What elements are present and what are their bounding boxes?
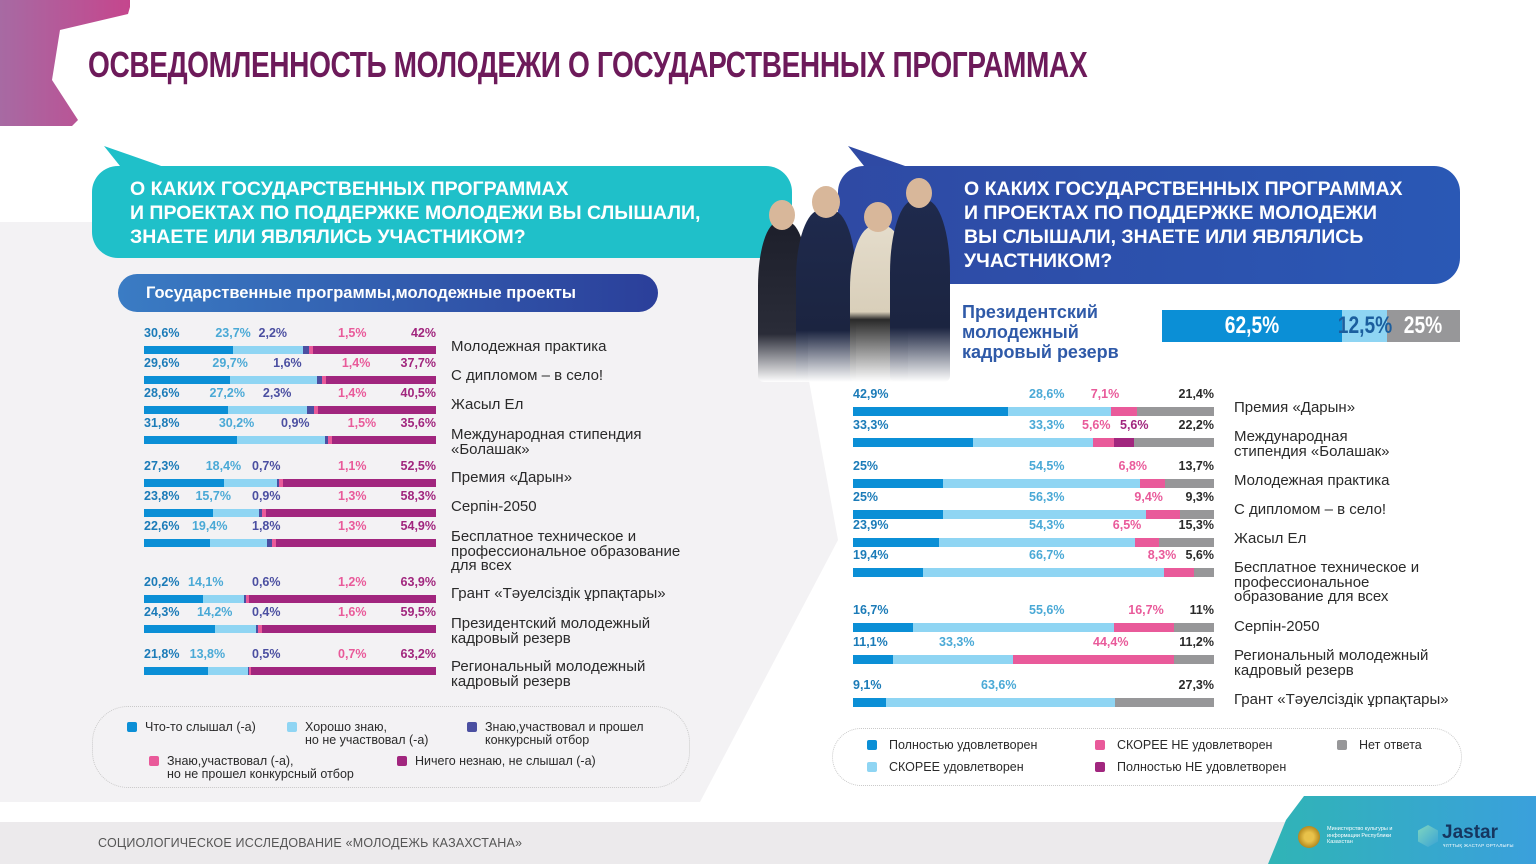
left-question-line: И ПРОЕКТАХ ПО ПОДДЕРЖКЕ МОЛОДЕЖИ ВЫ СЛЫШАЛИ, [130, 202, 701, 224]
legend-item: Полностью удовлетворен [867, 739, 1037, 752]
legend-swatch-participated-passed [467, 722, 477, 732]
category-label: Бесплатное техническое и профессиональное образование для всех [451, 528, 681, 574]
value-label: 1,8% [252, 519, 281, 533]
value-label: 27,2% [209, 386, 245, 400]
bar-segment [853, 655, 893, 664]
kazakhstan-emblem-icon [1298, 826, 1320, 848]
chart-row [144, 386, 436, 402]
value-label: 56,3% [1029, 490, 1065, 504]
value-label: 1,5% [347, 416, 377, 430]
value-label: 52,5% [400, 459, 436, 473]
legend-item: Знаю,участвовал и прошел конкурсный отбор [467, 721, 644, 747]
bar-segment [213, 509, 259, 517]
category-label: Международная стипендия «Болашак» [1234, 428, 1390, 460]
bar-segment [318, 406, 436, 414]
value-label: 35,6% [400, 416, 436, 430]
category-label: Серпін-2050 [1234, 618, 1320, 635]
chart-row [144, 326, 436, 342]
value-label: 25% [853, 459, 879, 473]
chart-row [144, 459, 436, 475]
category-label: Бесплатное техническое и профессиональное образование для всех [1234, 559, 1420, 605]
legend-item: Что-то слышал (-а) [127, 721, 256, 734]
person-figure [890, 200, 950, 382]
group-photo [752, 170, 952, 380]
chart-row [144, 519, 436, 535]
value-label: 30,2% [218, 416, 255, 430]
value-label: 55,6% [1029, 603, 1065, 617]
bar-segment [939, 538, 1135, 547]
category-label: Премия «Дарын» [1234, 399, 1356, 416]
chart-row [144, 647, 436, 663]
legend-swatch-know-well [287, 722, 297, 732]
chart-row [853, 678, 1214, 694]
value-label: 29,7% [212, 356, 248, 370]
value-label: 14,2% [196, 605, 233, 619]
jastar-logo: Jastar [1442, 822, 1498, 843]
value-label: 0,9% [281, 416, 310, 430]
chart-row [144, 575, 436, 591]
right-question-line: УЧАСТНИКОМ? [964, 250, 1113, 272]
right-question-text [964, 177, 1454, 273]
bar-segment [1135, 538, 1158, 547]
category-label: Молодежная практика [1234, 472, 1390, 489]
chart-row [853, 548, 1214, 564]
right-legend [832, 728, 1462, 786]
value-label: 11% [1189, 603, 1214, 617]
value-label: 6,5% [1112, 518, 1142, 532]
legend-swatch-know-nothing [397, 756, 407, 766]
bar-segment [913, 623, 1114, 632]
value-label: 5,6% [1185, 548, 1214, 562]
jastar-subtitle: ҰЛТТЫҚ ЖАСТАР ОРТАЛЫҒЫ [1443, 843, 1514, 848]
value-label: 5,6% [1082, 418, 1111, 432]
value-label: 22,2% [1178, 418, 1214, 432]
bar-segment [1137, 407, 1214, 416]
left-question-line: О КАКИХ ГОСУДАРСТВЕННЫХ ПРОГРАММАХ [130, 178, 569, 200]
right-question-line: О КАКИХ ГОСУДАРСТВЕННЫХ ПРОГРАММАХ [964, 178, 1403, 200]
person-figure [796, 210, 856, 382]
value-label: 21,8% [144, 647, 180, 661]
bar-segment [1164, 568, 1194, 577]
bar-segment [230, 376, 317, 384]
legend-item: СКОРЕЕ НЕ удовлетворен [1095, 739, 1272, 752]
ministry-name: Министерство культуры и информации Республики Казахстан [1327, 826, 1393, 845]
bar-segment [1194, 568, 1214, 577]
legend-swatch-fully-not-satisfied [1095, 762, 1105, 772]
bar-segment [1114, 438, 1134, 447]
value-label: 13,8% [189, 647, 226, 661]
bar-segment [215, 625, 256, 633]
value-label: 16,7% [853, 603, 889, 617]
value-label: 2,3% [262, 386, 292, 400]
value-label: 13,7% [1178, 459, 1214, 473]
value-label: 1,4% [341, 356, 371, 370]
value-label: 30,6% [144, 326, 180, 340]
value-label: 15,3% [1178, 518, 1214, 532]
value-label: 0,7% [252, 459, 281, 473]
value-label: 54,9% [400, 519, 436, 533]
value-label: 44,4% [1093, 635, 1129, 649]
legend-swatch-rather-not-satisfied [1095, 740, 1105, 750]
category-label: Жасыл Ел [451, 396, 524, 413]
bar-segment [144, 376, 230, 384]
bar-segment [224, 479, 278, 487]
value-label: 15,7% [195, 489, 231, 503]
value-label: 28,6% [144, 386, 180, 400]
value-label: 7,1% [1090, 387, 1120, 401]
value-label: 11,1% [853, 635, 888, 649]
legend-item: Полностью НЕ удовлетворен [1095, 761, 1286, 774]
value-label: 14,1% [188, 575, 224, 589]
presidential-reserve-label: Президентский молодежный кадровый резерв [962, 302, 1119, 362]
category-label: Региональный молодежный кадровый резерв [1234, 647, 1429, 679]
bar-segment [203, 595, 244, 603]
value-label: 1,3% [338, 519, 367, 533]
value-label: 25% [853, 490, 879, 504]
value-label: 21,4% [1178, 387, 1214, 401]
legend-item: СКОРЕЕ удовлетворен [867, 761, 1024, 774]
bar-segment [853, 568, 923, 577]
value-label: 1,6% [338, 605, 367, 619]
chart-row [853, 490, 1214, 506]
bar-segment [251, 667, 436, 675]
bar-segment [208, 667, 248, 675]
value-label: 33,3% [1029, 418, 1065, 432]
section-title-pill: Государственные программы,молодежные проекты [118, 274, 658, 312]
bar-segment [144, 509, 213, 517]
value-label: 0,6% [252, 575, 281, 589]
bar-segment [853, 698, 886, 707]
chart-row [853, 518, 1214, 534]
value-label: 2,2% [258, 326, 288, 340]
bar-segment [237, 436, 325, 444]
bar-segment [853, 438, 973, 447]
legend-swatch-fully-satisfied [867, 740, 877, 750]
category-label: Грант «Тәуелсіздік ұрпақтары» [451, 585, 666, 602]
bar-segment [313, 346, 436, 354]
category-label: Международная стипендия «Болашак» [451, 426, 642, 458]
value-label: 27,3% [1178, 678, 1214, 692]
bar-segment [1134, 438, 1214, 447]
bar-segment [144, 667, 208, 675]
value-label: 19,4% [853, 548, 889, 562]
chart-row [144, 489, 436, 505]
bar-segment [943, 479, 1140, 488]
value-label: 20,2% [144, 575, 180, 589]
bar-segment [332, 436, 436, 444]
bar-segment [1159, 538, 1214, 547]
bar-segment [307, 406, 314, 414]
value-label: 9,4% [1134, 490, 1163, 504]
value-label: 0,5% [252, 647, 281, 661]
bar-segment [266, 509, 436, 517]
value-label: 29,6% [144, 356, 180, 370]
value-label: 0,7% [338, 647, 367, 661]
value-label: 63,6% [981, 678, 1017, 692]
value-label: 54,3% [1029, 518, 1065, 532]
value-label: 1,4% [338, 386, 367, 400]
value-label: 37,7% [400, 356, 436, 370]
value-label: 1,2% [338, 575, 367, 589]
chart-row [853, 603, 1214, 619]
legend-swatch-participated-failed [149, 756, 159, 766]
bar-segment [1114, 623, 1174, 632]
bar-segment-rather-satisfied: 12,5% [1342, 310, 1387, 342]
value-label: 28,6% [1029, 387, 1065, 401]
bar-segment [1174, 623, 1214, 632]
person-head [906, 178, 932, 208]
bar-segment [233, 346, 302, 354]
value-label: 33,3% [853, 418, 889, 432]
category-label: Жасыл Ел [1234, 530, 1307, 547]
value-label: 11,2% [1179, 635, 1214, 649]
chart-row [853, 418, 1214, 434]
value-label: 42% [410, 326, 436, 340]
bar-segment [144, 346, 233, 354]
bar-segment [973, 438, 1093, 447]
value-label: 33,3% [939, 635, 975, 649]
bar-segment [1140, 479, 1165, 488]
bar-segment [1111, 407, 1137, 416]
value-label: 0,4% [252, 605, 281, 619]
value-label: 18,4% [205, 459, 242, 473]
value-label: 6,8% [1118, 459, 1148, 473]
bar-segment [249, 595, 436, 603]
legend-swatch-heard-something [127, 722, 137, 732]
chart-row [853, 459, 1214, 475]
value-label: 1,5% [338, 326, 367, 340]
left-legend [92, 706, 690, 788]
bar-segment [144, 406, 228, 414]
bar-segment [1093, 438, 1113, 447]
bar-segment [144, 479, 224, 487]
bar-segment [144, 539, 210, 547]
right-question-line: ВЫ СЛЫШАЛИ, ЗНАЕТЕ ИЛИ ЯВЛЯЛИСЬ [964, 226, 1364, 248]
value-label: 24,3% [144, 605, 180, 619]
chart-row [144, 416, 436, 432]
bar-segment [853, 538, 939, 547]
category-label: Серпін-2050 [451, 498, 537, 515]
right-question-line: И ПРОЕКТАХ ПО ПОДДЕРЖКЕ МОЛОДЕЖИ [964, 202, 1378, 224]
bar-segment [326, 376, 436, 384]
bar-segment [893, 655, 1013, 664]
value-label: 19,4% [191, 519, 228, 533]
bar-segment [283, 479, 436, 487]
value-label: 31,8% [144, 416, 180, 430]
category-label: С дипломом – в село! [1234, 501, 1387, 518]
legend-item: Хорошо знаю, но не участвовал (-а) [287, 721, 428, 747]
category-label: Президентский молодежный кадровый резерв [451, 615, 651, 647]
value-label: 23,9% [853, 518, 889, 532]
legend-swatch-rather-satisfied [867, 762, 877, 772]
value-label: 8,3% [1147, 548, 1177, 562]
bar-segment [144, 436, 237, 444]
value-label: 1,6% [273, 356, 302, 370]
value-label: 59,5% [400, 605, 436, 619]
presidential-reserve-bar [1162, 310, 1460, 342]
bar-segment-fully-satisfied: 62,5% [1162, 310, 1342, 342]
left-question-line: ЗНАЕТЕ ИЛИ ЯВЛЯЛИСЬ УЧАСТНИКОМ? [130, 226, 526, 248]
value-label: 16,7% [1128, 603, 1164, 617]
person-head [864, 202, 892, 232]
bar-segment [276, 539, 436, 547]
bar-segment [1174, 655, 1214, 664]
bar-segment [144, 595, 203, 603]
bar-segment [144, 625, 215, 633]
value-label: 0,9% [252, 489, 281, 503]
chart-row [853, 635, 1214, 651]
chart-row [853, 387, 1214, 403]
person-head [812, 186, 840, 218]
bar-segment [923, 568, 1164, 577]
category-label: С дипломом – в село! [451, 367, 604, 384]
bar-segment-no-answer: 25% [1387, 310, 1460, 342]
value-label: 1,3% [338, 489, 367, 503]
value-label: 22,6% [144, 519, 180, 533]
bar-segment [886, 698, 1116, 707]
value-label: 5,6% [1120, 418, 1149, 432]
value-label: 42,9% [853, 387, 889, 401]
value-label: 40,5% [400, 386, 436, 400]
legend-item: Ничего незнаю, не слышал (-а) [397, 755, 596, 768]
chart-row [144, 356, 436, 372]
bar-segment [1008, 407, 1111, 416]
category-label: Региональный молодежный кадровый резерв [451, 658, 646, 690]
bar-segment [853, 479, 943, 488]
value-label: 23,8% [144, 489, 180, 503]
category-label: Молодежная практика [451, 338, 607, 355]
legend-swatch-no-answer [1337, 740, 1347, 750]
legend-item: Знаю,участвовал (-а), но не прошел конкурсный отбор [149, 755, 354, 781]
value-label: 1,1% [338, 459, 367, 473]
value-label: 9,1% [853, 678, 882, 692]
value-label: 63,2% [400, 647, 436, 661]
bar-segment [262, 625, 436, 633]
value-label: 66,7% [1029, 548, 1065, 562]
bar-segment [1115, 698, 1214, 707]
page-title: ОСВЕДОМЛЕННОСТЬ МОЛОДЕЖИ О ГОСУДАРСТВЕННЫХ ПРОГРАММАХ [88, 44, 1088, 85]
chart-row [144, 605, 436, 621]
bar-segment [1165, 479, 1214, 488]
bar-segment [1013, 655, 1173, 664]
left-question-text [130, 177, 790, 249]
bar-segment [853, 407, 1008, 416]
bar-segment [210, 539, 267, 547]
category-label: Грант «Тәуелсіздік ұрпақтары» [1234, 691, 1449, 708]
value-label: 27,3% [144, 459, 180, 473]
bar-segment [853, 623, 913, 632]
value-label: 58,3% [400, 489, 436, 503]
footer-source: СОЦИОЛОГИЧЕСКОЕ ИССЛЕДОВАНИЕ «МОЛОДЕЖЬ КАЗАХСТАНА» [98, 836, 523, 850]
legend-item: Нет ответа [1337, 739, 1422, 752]
value-label: 54,5% [1029, 459, 1065, 473]
value-label: 63,9% [400, 575, 436, 589]
person-head [769, 200, 795, 230]
category-label: Премия «Дарын» [451, 469, 573, 486]
value-label: 23,7% [215, 326, 251, 340]
value-label: 9,3% [1185, 490, 1214, 504]
bar-segment [228, 406, 307, 414]
